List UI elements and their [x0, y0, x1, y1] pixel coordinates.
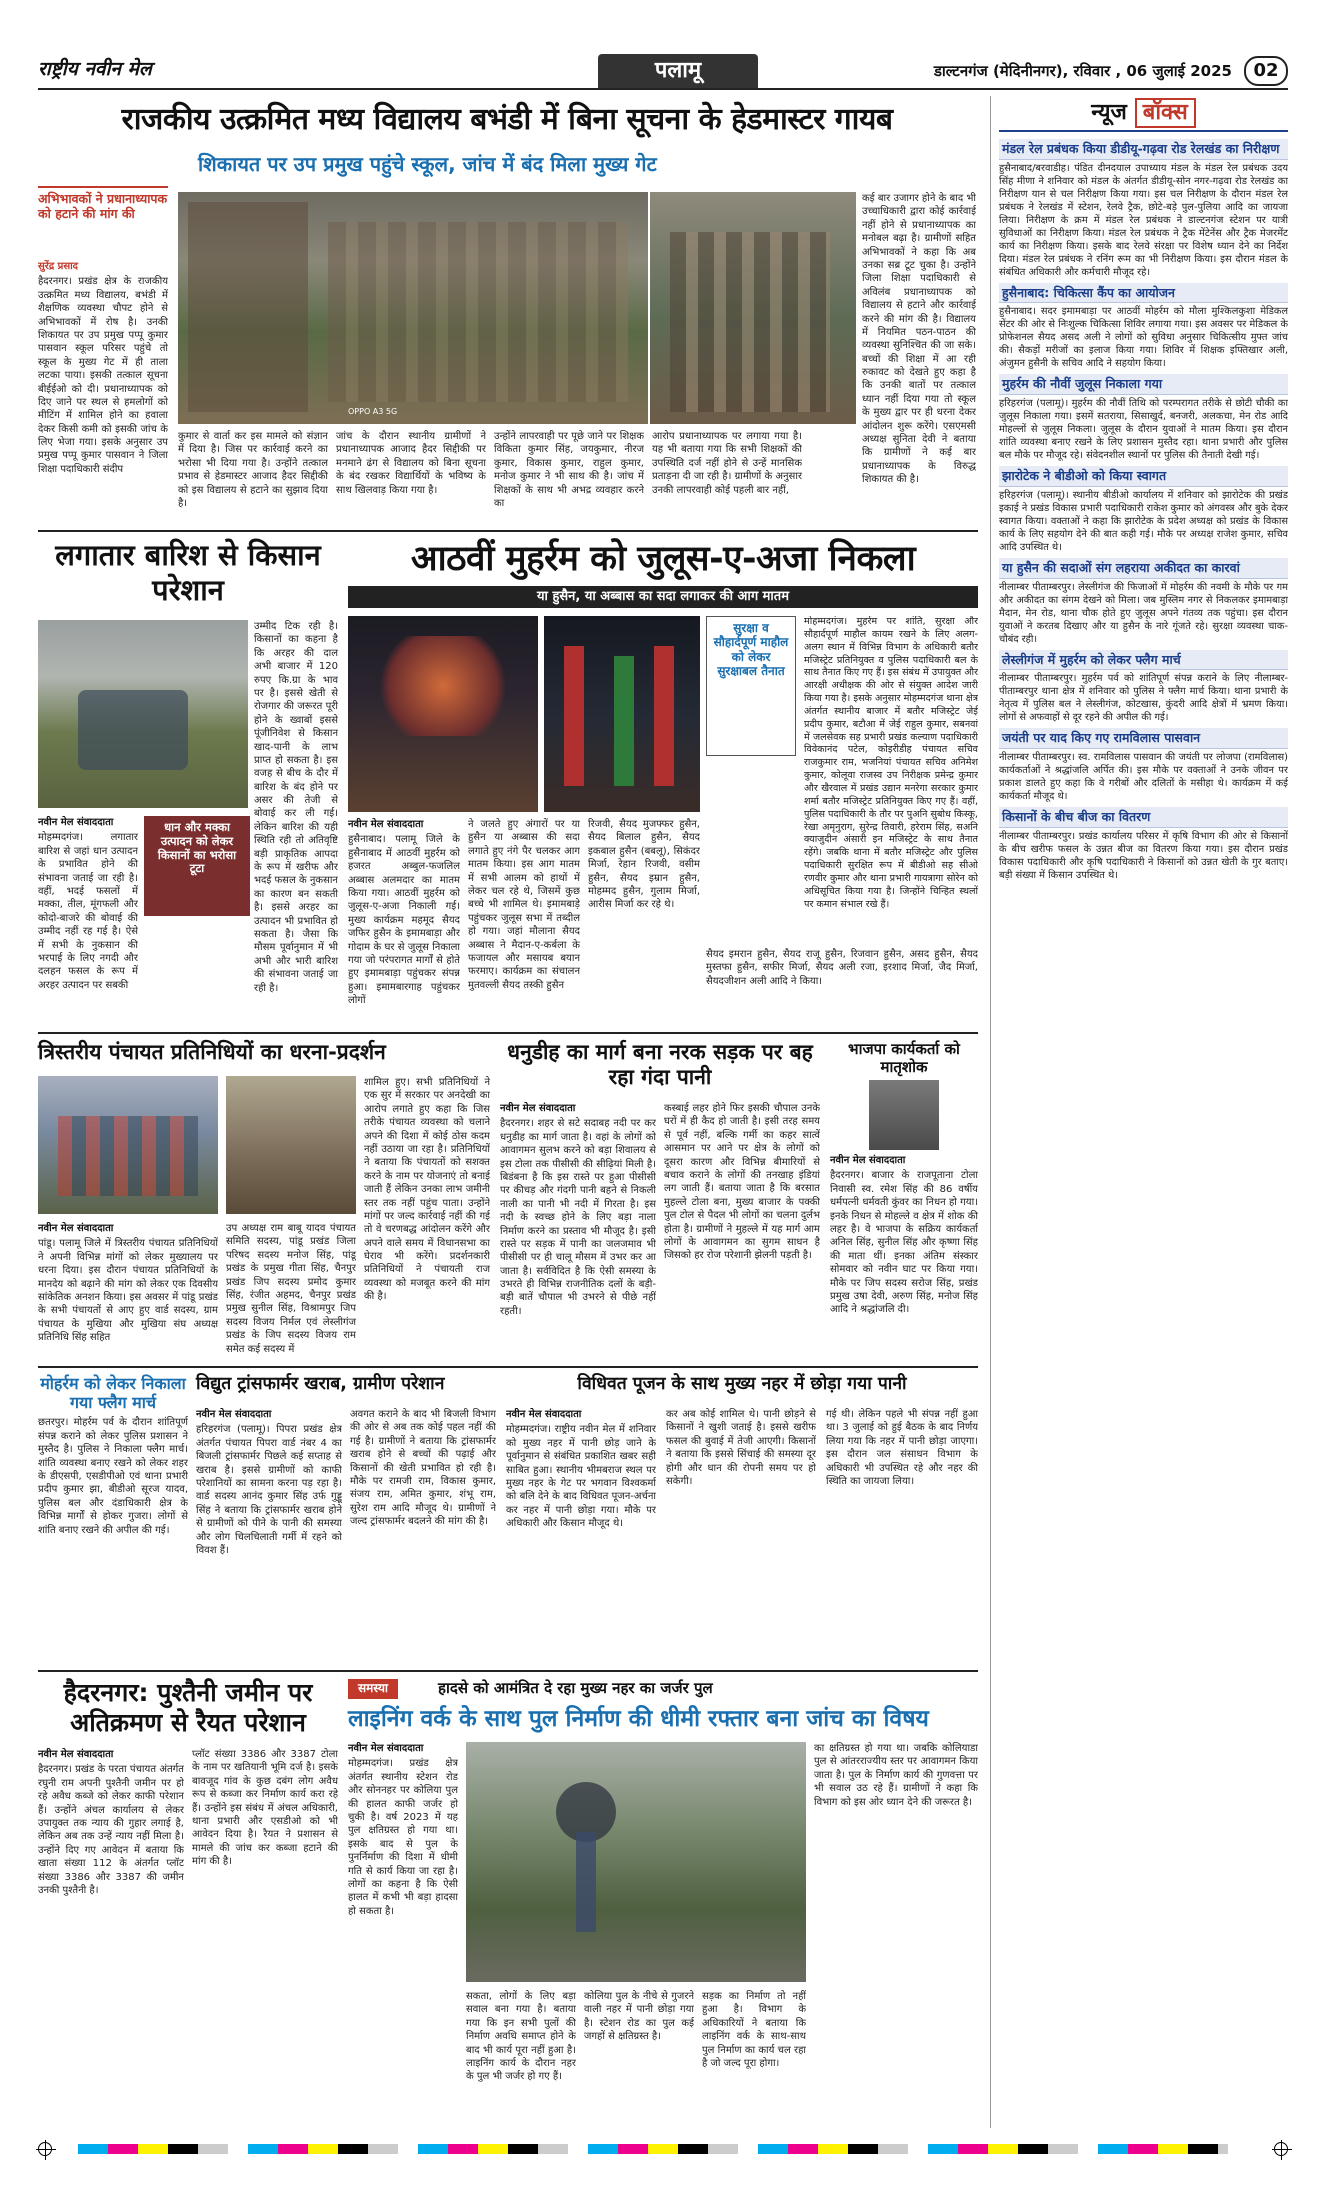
transformer-story — [196, 1374, 496, 1664]
registration-mark — [38, 2142, 52, 2160]
panchayat-col1-body: पांडू। पलामू जिले में त्रिस्तरीय पंचायत प्रतिनिधियों ने अपनी विभिन्न मांगों को लेकर मुख्यालय पर धरना दिया। इस दौरान पंचायत प्रतिनिधियों के मानदेय को बढ़ाने की मांग को लेकर एक दिवसीय सांकेतिक अनशन किया। इस अवसर में पांडू प्रखंड के सभी पंचायतों से आए हुए वार्ड सदस्य, ग्राम पंचायत के मुखिया और मुखिया संघ अध्यक्ष प्रतिनिधि सिंह सहित — [38, 1238, 218, 1344]
footer-bar — [38, 2138, 1288, 2168]
news-box-item-text: नीलाम्बर पीताम्बरपुर। मुहर्रम पर्व को शांतिपूर्ण संपन्न कराने के लिए नीलाम्बर-पीताम्बरपुर थाना क्षेत्र में शनिवार को पुलिस ने फ्लैग मार्च किया। थाना प्रभारी के नेतृत्व में पुलिस बल ने लेस्लीगंज, कोटखास, कुंदरी आदि क्षेत्रों में भ्रमण किया। लोगों से अफवाहों से दूर रहने की अपील की गई। — [999, 673, 1288, 724]
rain-callout-text: धान और मक्का उत्पादन को लेकर किसानों का भरोसा टूटा — [157, 820, 237, 876]
rain-headline: लगातार बारिश से किसान परेशान — [55, 538, 321, 607]
dateline: डाल्टनगंज (मेदिनीनगर), रविवार , 06 जुलाई 2025 — [933, 62, 1232, 80]
lead-text-3: जांच के दौरान स्थानीय ग्रामीणों ने प्रधानाध्यापक आजाद हैदर सिद्दीकी पर मनमाने ढंग से विद्यालय को बिना सूचना के बंद रखकर विद्यार्थियों के भविष्य के साथ खिलवाड़ किया गया है। — [336, 431, 486, 496]
rain-photo — [38, 620, 248, 808]
news-box-item-text: हुसैनाबाद/बरवाडीह। पंडित दीनदयाल उपाध्याय मंडल के मंडल रेल प्रबंधक उदय सिंह मीणा ने शनिवार को मंडल के अंतर्गत डीडीयू-सोन नगर-गढ़वा रोड रेलखंड का निरीक्षण यान से चल निरीक्षण किया गया। इस चल निरीक्षण के दौरान मंडल रेल प्रबंधक ने रेलखंड में स्टेशन, रेलवे ट्रैक, छोटे-बड़े पुल-पुलिया आदि का जायजा लिया। निरीक्षण के क्रम में मंडल रेल प्रबंधक ने डाल्टनगंज स्टेशन पर यात्री सुविधाओं का निरीक्षण किया। मंडल रेल प्रबंधक ने ट्रैक मेंटेनेंस और ट्रैक मेजरमेंट कार्य का निरीक्षण किया। इसके बाद रेलवे संरक्षा पर विशेष ध्यान देने का निर्देश दिया। मंडल रेल प्रबंधक ने रनिंग रूम का भी निरीक्षण किया। इस दौरान मंडल के संबंधित अधिकारी और कर्मचारी मौजूद रहे। — [999, 162, 1288, 278]
nahar-story — [506, 1374, 978, 1664]
news-box-title-b: बॉक्स — [1135, 98, 1196, 128]
news-box-item — [999, 283, 1288, 371]
news-box-list — [999, 136, 1288, 2116]
panchayat-photo-2 — [226, 1076, 356, 1214]
nahar-col3: गई थी। लेकिन पहले भी संपन्न नहीं हुआ था। 3 जुलाई को हुई बैठक के बाद निर्णय लिया गया कि नहर में पानी छोड़ा जाएगा। इस दौरान जल संसाधन विभाग के अधिकारी भी उपस्थित रहे और नहर की स्थिति का जायजा लिया। — [826, 1409, 978, 1487]
bridge-byline: नवीन मेल संवाददाता — [348, 1743, 424, 1754]
pullquote-box — [38, 186, 168, 221]
nahar-col1 — [506, 1408, 656, 1664]
panchayat-col1 — [38, 1222, 218, 1360]
pullquote: अभिभावकों ने प्रधानाध्यापक को हटाने की मांग की — [38, 191, 168, 221]
news-box-title — [999, 96, 1288, 132]
news-box-item-headline: या हुसैन की सदाओं संग लहराया अकीदत का कारवां — [999, 558, 1288, 579]
lead-col1 — [38, 260, 168, 524]
bjp-photo — [869, 1080, 939, 1150]
rain-byline: नवीन मेल संवाददाता — [38, 817, 114, 828]
haidernagar-col1-body: हैदरनगर। प्रखंड के परता पंचायत अंतर्गत रघुनी राम अपनी पुश्तैनी जमीन पर हो रहे अवैध कब्जे को लेकर काफी परेशान हैं। उन्होंने अंचल कार्यालय से लेकर उपायुक्त तक न्याय की गुहार लगाई है, लेकिन अब तक उन्हें न्याय नहीं मिला है। उन्होंने दिए गए आवेदन में बताया कि खाता संख्या 112 के अंतर्गत प्लॉट संख्या 3386 और 3387 की जमीन उनकी पुश्तैनी है। — [38, 1764, 184, 1896]
transformer-col1-body: हरिहरगंज (पलामू)। पिपरा प्रखंड क्षेत्र अंतर्गत पंचायत पिपरा वार्ड नंबर 4 का बिजली ट्रांसफार्मर पिछले कई सप्ताह से खराब है। इससे ग्रामीणों को काफी परेशानियों का सामना करना पड़ रहा है। वार्ड सदस्य आनंद कुमार सिंह उर्फ गुड्डू सिंह ने बताया कि ट्रांसफार्मर खराब होने से ग्रामीणों को पीने के पानी की समस्या और लोग चिलचिलाती गर्मी में रहने को विवश हैं। — [196, 1424, 342, 1556]
muharram-subhead: या हुसैन, या अब्बास का सदा लगाकर की आग मातम — [537, 589, 789, 604]
panchayat-col2: उप अध्यक्ष राम बाबू यादव पंचायत समिति सदस्य, पांडू प्रखंड जिला परिषद सदस्य मनोज सिंह, पांडू प्रखंड के प्रमुख गीता सिंह, चैनपुर प्रखंड जिप सदस्य प्रमोद कुमार सिंह, रंजीत अहमद, चैनपुर प्रखंड प्रमुख सुनील सिंह, विश्रामपुर जिप सदस्य विजय निर्मल एवं लेस्लीगंज प्रखंड के जिप सदस्य विजय राम समेत कई सदस्य में — [226, 1223, 356, 1355]
flagmarch-story — [38, 1374, 188, 1664]
news-box-item-text: नीलाम्बर पीताम्बरपुर। स्व. रामविलास पासवान की जयंती पर लोजपा (रामविलास) कार्यकर्ताओं ने श्रद्धांजलि अर्पित की। इस मौके पर वक्ताओं ने उनके जीवन पर प्रकाश डालते हुए कहा कि वे गरीबों और दलितों के मसीहा थे। कार्यक्रम में कई कार्यकर्ता मौजूद थे। — [999, 751, 1288, 802]
divider — [38, 1366, 978, 1368]
lead-photo-2 — [650, 192, 856, 424]
page-number: 02 — [1244, 56, 1288, 86]
rain-text-left-body: मोहम्मदगंज। लगातार बारिश से जहां धान उत्पादन के प्रभावित होने की संभावना जताई जा रही है। वहीं, भदई फसलों में मक्का, तील, मूंगफली और कोदो-बाजरे की बोवाई की उम्मीद नहीं रह गई है। ऐसे में सभी के नुकसान की भरपाई के लिए नगदी और दलहन फसल के रूप में अरहर उत्पादन पर सबकी — [38, 832, 138, 991]
transformer-col1 — [196, 1408, 342, 1664]
news-box-item-text: हरिहरगंज (पलामू)। मुहर्रम की नौवीं तिथि को परम्परागत तरीके से छोटी चौकी का जुलूस निकाला गया। इसमें सतराया, सिसाखुर्द, बनजरी, अलकचा, मेन रोड आदि मोहल्लों से जुलूस निकला। जुलूस के दौरान युवाओं ने मातम किया। इस दौरान शांति व्यवस्था बनाए रखने के लिए प्रशासन मुस्तैद रहा। थाना प्रभारी और पुलिस बल मौके पर मौजूद रहे। संवेदनशील स्थानों पर पुलिस की तैनाती देखी गई। — [999, 398, 1288, 462]
haidernagar-col2: प्लॉट संख्या 3386 और 3387 टोला के नाम पर खतियानी भूमि दर्ज है। इसके बावजूद गांव के कुछ दबंग लोग अवैध रूप से कब्जा कर निर्माण कार्य करा रहे हैं। उन्होंने इस संबंध में अंचल अधिकारी, थाना प्रभारी और एसडीओ को भी आवेदन दिया है। रैयत ने प्रशासन से मामले की जांच कर कब्जा हटाने की मांग की है। — [192, 1749, 338, 1868]
panchayat-headline: त्रिस्तरीय पंचायत प्रतिनिधियों का धरना-प्रदर्शन — [38, 1040, 386, 1064]
news-box-item — [999, 374, 1288, 462]
news-box-item-text: हरिहरगंज (पलामू)। स्थानीय बीडीओ कार्यालय में शनिवार को झारोटेक की प्रखंड इकाई ने प्रखंड विकास प्रभारी पदाधिकारी राकेश कुमार को अंगवस्त्र और बुके देकर स्वागत किया। वक्ताओं ने कहा कि झारोटेक के प्रदेश अध्यक्ष को प्रखंड के विकास कार्य के लिए सहयोग देने की बात कही गई। मौके पर अध्यक्ष राजेश कुमार, सचिव आदि उपस्थित थे। — [999, 489, 1288, 553]
panchayat-photo — [38, 1076, 218, 1214]
flagmarch-headline: मोहर्रम को लेकर निकाला गया फ्लैग मार्च — [40, 1374, 186, 1413]
divider — [38, 1032, 978, 1034]
news-box-item-headline: किसानों के बीच बीज का वितरण — [999, 807, 1288, 828]
rain-text-right: उम्मीद टिक रही है। किसानों का कहना है कि अरहर की दाल अभी बाजार में 120 रुपए कि.ग्रा के भाव पर है। इससे खेती से रोजगार की जरूरत पूरी होने के ख्वाबों इससे पूंजीनिवेश से किसान खाद-पानी के लाभ प्राप्त हो सकता है। इस वजह से बीच के दौर में बारिश के बंद होने पर असर की तेजी से बोवाई कर ली गई। लेकिन बारिश की यही स्थिति रही तो अतिवृष्टि बड़ी प्राकृतिक आपदा के रूप में खरीफ और भदई फसल के नुकसान का कारण बन सकती है। इससे अरहर का उत्पादन भी प्रभावित हो सकता है। जैसा कि मौसम पूर्वानुमान में भी अभी और भारी बारिश की संभावना जताई जा रही है। — [254, 621, 338, 994]
lead-text-6: कई बार उजागर होने के बाद भी उच्चाधिकारी द्वारा कोई कार्रवाई नहीं होने से प्रधानाध्यापक का मनोबल बढ़ा है। ग्रामीणों सहित अभिभावकों ने कहा कि अब उनका सब्र टूट चुका है। उन्होंने जिला शिक्षा पदाधिकारी से अविलंब प्रधानाध्यापक को विद्यालय से हटाने और कार्रवाई करने की मांग की है। विद्यालय में नियमित पठन-पाठन की व्यवस्था सुनिश्चित की जा सके। बच्चों की शिक्षा में आ रही रुकावट को देखते हुए कहा है कि उनकी बातों पर तत्काल ध्यान नहीं दिया गया तो स्कूल के मुख्य द्वार पर ही धरना देकर आंदोलन शुरू करेंगे। एसएमसी अध्यक्ष सुनिता देवी ने बताया कि ग्रामीणों ने कई बार प्रधानाध्यापक के विरुद्ध शिकायत की है। — [862, 193, 976, 486]
lead-photo — [178, 192, 648, 424]
rain-story — [38, 538, 338, 1028]
muharram-subhead-bar — [348, 586, 978, 608]
bridge-col5: सड़क का निर्माण तो नहीं हुआ है। विभाग के अधिकारियों ने बताया कि लाइनिंग वर्क के साथ-साथ पुल निर्माण का कार्य चल रहा है जो जल्द पूरा होगा। — [702, 1991, 806, 2069]
registration-mark — [1274, 2142, 1288, 2160]
muharram-col4: सैयद इमरान हुसैन, सैयद राजू हुसैन, रिजवान हुसैन, असद हुसैन, सैयद मुस्तफा हुसैन, सफीर मिर्जा, सैयद अली रजा, इरशाद मिर्जा, जैद मिर्जा, सैयदजीशन अली आदि ने किया। — [706, 949, 978, 987]
bridge-kicker-bar — [348, 1678, 978, 1700]
dhanudih-story — [500, 1040, 820, 1360]
news-box-item-text: हुसैनाबाद। सदर इमामबाड़ा पर आठवीं मोहर्रम को मौला मुश्किलकुशा मेडिकल सेंटर की ओर से निःशुल्क चिकित्सा शिविर लगाया गया। इस अवसर पर मेडिकल के प्रोफेशनल सैयद असद अली ने लोगों को सुविधा अनुसार चिकित्सीय मुफ्त जांच की। सैकड़ों मरीजों का इलाज किया गया। शिविर में शिक्षक इफ्तिखार अली, अंजुमन हुसैनी के सचिव आदि ने सहयोग किया। — [999, 306, 1288, 370]
haidernagar-col1 — [38, 1748, 184, 2126]
dhanudih-col1 — [500, 1102, 656, 1360]
bjp-headline: भाजपा कार्यकर्ता को मातृशोक — [848, 1040, 960, 1076]
paper-name: राष्ट्रीय नवीन मेल — [38, 58, 152, 80]
bridge-col2: सकता, लोगों के लिए बड़ा सवाल बना गया है। बताया गया कि इन सभी पुलों की निर्माण अवधि समाप्त होने के बाद भी कार्य पूरा नहीं हुआ है। लाइनिंग कार्य के दौरान नहर के पुल भी जर्जर हो गए हैं। — [466, 1991, 576, 2083]
muharram-headline: आठवीं मुहर्रम को जुलूस-ए-अजा निकला — [410, 539, 916, 579]
divider — [38, 530, 978, 532]
divider — [38, 1670, 978, 1672]
bridge-photo — [466, 1742, 806, 1982]
lead-subhead: शिकायत पर उप प्रमुख पहुंचे स्कूल, जांच में बंद मिला मुख्य गेट — [198, 152, 657, 176]
transformer-headline: विद्युत ट्रांसफार्मर खराब, ग्रामीण परेशान — [196, 1374, 445, 1394]
rain-text-left — [38, 816, 138, 1022]
bridge-kicker: हादसे को आमंत्रित दे रहा मुख्य नहर का जर्जर पुल — [438, 1679, 713, 1698]
transformer-byline: नवीन मेल संवाददाता — [196, 1409, 272, 1420]
muharram-col3: रिजवी, सैयद मुजफ्फर हुसैन, सैयद बिलाल हुसैन, सैयद इकबाल हुसैन (बबलू), सिकंदर मिर्जा, रेहान रिजवी, वसीम हुसैन, सैयद इम्रान हुसैन, मोहम्मद हुसैन, गुलाम मिर्जा, आरीस मिर्जा कर रहे थे। — [588, 819, 700, 911]
dhanudih-col1-body: हैदरनगर। शहर से सटे सदाबह नदी पर कर धनुडीह का मार्ग जाता है। वहां के लोगों को आवागमन सुलभ करने को बड़ा शिवालय से इस टोला तक पीसीसी की सीढ़ियां मिली है। बिडंबना है कि इस रास्ते पर हुआ पीसीसी पर कीचड़ और गंदगी पानी बहने से निकली नाली का पानी भी नदी में गिरता है। इस नदी के स्वच्छ होने के लिए बड़ा नाला निर्माण करने का प्रस्ताव भी मौजूद है। इसी रास्ते पर सड़क में पानी का जलजमाव भी पीसीसी पर ही चालू मौसम में उभर कर आ जाता है। सर्वविदित है कि ऐसी समस्या के उभरते ही विभिन्न राजनीतिक दलों के बड़ी-बड़ी बातें चौपाल भी उभरने से पीछे नहीं रहती। — [500, 1118, 656, 1317]
masthead — [38, 54, 1288, 90]
color-bar — [78, 2144, 1228, 2154]
section-tab — [598, 54, 758, 88]
lead-byline: सुरेंद्र प्रसाद — [38, 261, 78, 272]
bjp-text-body: हैदरनगर। बाजार के राजपूताना टोला निवासी स्व. रमेश सिंह की 86 वर्षीय धर्मपत्नी धर्मवती कुंवर का निधन हो गया। इनके निधन से मोहल्ले व क्षेत्र में शोक की लहर है। वे भाजपा के सक्रिय कार्यकर्ता अनिल सिंह, सुनील सिंह और कृष्णा सिंह की माता थीं। इनका अंतिम संस्कार सोमवार को नवीन घाट पर किया गया। मौके पर जिप सदस्य सरोज सिंह, प्रखंड प्रमुख उषा देवी, अरुण सिंह, मनोज सिंह आदि ने श्रद्धांजलि दी। — [830, 1170, 978, 1316]
haidernagar-story — [38, 1678, 338, 2126]
news-box — [990, 96, 1288, 2128]
muharram-story — [348, 538, 978, 1028]
bridge-headline: लाइनिंग वर्क के साथ पुल निर्माण की धीमी रफ्तार बना जांच का विषय — [348, 1706, 929, 1732]
bjp-story — [830, 1040, 978, 1360]
news-box-title-a: न्यूज — [1091, 99, 1127, 125]
muharram-callout — [706, 616, 796, 756]
dhanudih-byline: नवीन मेल संवाददाता — [500, 1103, 576, 1114]
dhanudih-headline: धनुडीह का मार्ग बना नरक सड़क पर बह रहा गंदा पानी — [507, 1040, 813, 1090]
bjp-byline: नवीन मेल संवाददाता — [830, 1155, 906, 1166]
news-box-item-headline: मंडल रेल प्रबंधक किया डीडीयू-गढ़वा रोड रेलखंड का निरीक्षण — [999, 139, 1288, 160]
lead-headline: राजकीय उत्क्रमित मध्य विद्यालय बभंडी में बिना सूचना के हेडमास्टर गायब — [121, 102, 893, 137]
panchayat-byline: नवीन मेल संवाददाता — [38, 1223, 114, 1234]
photo-caption: OPPO A3 5G — [348, 407, 398, 417]
muharram-byline: नवीन मेल संवाददाता — [348, 819, 424, 830]
nahar-col2: कर अब कोई शामिल थे। पानी छोड़ने से किसानों ने खुशी जताई है। इससे खरीफ फसल की बुवाई में तेजी आएगी। किसानों ने बताया कि इससे सिंचाई की समस्या दूर होगी और धान की रोपनी समय पर हो सकेगी। — [666, 1409, 816, 1487]
bridge-tag: समस्या — [348, 1679, 398, 1699]
haidernagar-headline: हैदरनगर: पुश्तैनी जमीन पर अतिक्रमण से रैयत परेशान — [63, 1678, 313, 1737]
bridge-col3: कोलिया पुल के नीचे से गुजरने वाली नहर में पानी छोड़ा गया है। स्टेशन रोड का पुल कई जगहों से क्षतिग्रस्त है। — [584, 1991, 694, 2043]
bjp-text — [830, 1154, 978, 1354]
muharram-col1-body: हुसैनाबाद। पलामू जिले के हुसैनाबाद में आठवीं मुहर्रम को हजरत अब्बुल-फजलिल अब्बास अलमदार का मातम किया गया। आठवीं मुहर्रम को जुलूस-ए-अजा निकाली गई। मुख्य कार्यक्रम महमूद सैयद जफिर हुसैन के इमामबाड़ा और गोदाम के घर से जुलूस निकाला गया जो परंपरागत मार्गों से होते हुए इमामबाड़ा पहुंचकर संपन्न हुआ। इमामबारगाह पहुंचकर लोगों — [348, 834, 460, 1007]
news-box-item-headline: लेस्लीगंज में मुहर्रम को लेकर फ्लैग मार्च — [999, 650, 1288, 671]
nahar-col1-body: मोहम्मदगंज। राष्ट्रीय नवीन मेल में शनिवार को मुख्य नहर में पानी छोड़ जाने के पूर्वानुमान से संबंधित प्रकाशित खबर सही साबित हुआ। स्थानीय भीमबराज स्थल पर मुख्य नहर के गेट पर भगवान विश्वकर्मा को बलि देने के बाद विधिवत पूजन-अर्चना कर नहर में पानी छोड़ा गया। मौके पर अधिकारी और किसान मौजूद थे। — [506, 1424, 656, 1530]
lead-story — [38, 96, 976, 524]
news-box-item — [999, 728, 1288, 803]
lead-text-5: आरोप प्रधानाध्यापक पर लगाया गया है। यह भी बताया गया कि सभी शिक्षकों की उपस्थिति दर्ज नहीं होने से उन्हें मानसिक प्रताड़ना दी जा रही है। ग्रामीणों के अनुसार उनकी लापरवाही कोई पहली बार नहीं, — [652, 431, 802, 496]
nahar-headline: विधिवत पूजन के साथ मुख्य नहर में छोड़ा गया पानी — [577, 1374, 907, 1394]
news-box-item-headline: मुहर्रम की नौवीं जुलूस निकाला गया — [999, 374, 1288, 395]
dhanudih-col2: कस्बाई लहर होने फिर इसकी चौपाल उनके घरों में ही कैद हो जाती है। इसी तरह समय से पूर्व नहीं, बल्कि गर्मी का कहर सात्वें आसमान पर आने पर क्षेत्र के लोगों को दूसरा कारण और विभिन्न बीमारियों से बचाव कराने के लोगों की तनखाह इंडियां लग जाती हैं। बताया जाता है कि बरसात मुहल्ले टोला बना, मुख्य बाजार के पक्की पुल टोल से पैदल भी लोगों का चलना दुर्लभ होता है। ग्रामीणों ने मुहल्ले में यह मार्ग आम लोगों के आवागमन का सुगम साधन है जिसको हर रोज परेशानी झेलनी पड़ती है। — [664, 1103, 820, 1262]
news-box-item-text: नीलाम्बर पीताम्बरपुर। लेस्लीगंज की फिजाओं में मोहर्रम की नवमी के मौके पर गम और अकीदत का संगम देखने को मिला। जब मुस्लिम नगर से निकलकर इमामबाड़ा मैदान, मेन रोड, थाना चौक होते हुए जुलूस अपने गंतव्य तक पहुंचा। इस दौरान युवाओं ने करतब दिखाए और या हुसैन के नारे गूंजते रहे। सुरक्षा व्यवस्था चाक-चौबंद रही। — [999, 581, 1288, 645]
lead-text-4: उन्होंने लापरवाही पर पूछे जाने पर शिक्षक विकिता कुमार सिंह, जयकुमार, नीरज कुमार, विकास कुमार, राहुल कुमार, मनोज कुमार ने भी साथ की है। जांच में शिक्षकों के साथ भी अभद्र व्यवहार करने का — [494, 431, 644, 509]
news-box-item-headline: जयंती पर याद किए गए रामविलास पासवान — [999, 728, 1288, 749]
bridge-story — [348, 1678, 978, 2126]
muharram-photo-2 — [544, 616, 700, 812]
lead-text-2: कुमार से वार्ता कर इस मामले को संज्ञान में दिया है। जिस पर कार्रवाई करने का भरोसा भी दिया गया है। उन्होंने तत्काल प्रभाव से हेडमास्टर आजाद हैदर सिद्दीकी को इस विद्यालय से हटाने का सुझाव दिया है। — [178, 431, 328, 509]
muharram-col1 — [348, 818, 460, 1022]
muharram-callout-text: सुरक्षा व सौहार्दपूर्ण माहौल को लेकर सुरक्षाबल तैनात — [713, 621, 789, 679]
muharram-col2: ने जलते हुए अंगारों पर या हुसैन या अब्बास की सदा लगाते हुए नंगे पैर चलकर आग मातम किया। इस आग मातम में सभी आलम को हाथों में लेकर चल रहे थे, जिसमें कुछ बच्चे भी शामिल थे। इमामबाड़े पहुंचकर जुलूस सभा में तब्दील हो गया। जहां मौलाना सैयद अब्बास ने मैदान-ए-कर्बला के फजायल और मसायब बयान फरमाए। कार्यक्रम का संचालन मुतवल्ली सैयद तस्की हुसैन — [468, 819, 580, 991]
news-box-item — [999, 558, 1288, 646]
panchayat-story — [38, 1040, 490, 1360]
news-box-item — [999, 650, 1288, 725]
transformer-col2: अवगत कराने के बाद भी बिजली विभाग की ओर से अब तक कोई पहल नहीं की गई है। ग्रामीणों ने बताया कि ट्रांसफार्मर खराब होने से बच्चों की पढ़ाई और किसानों की खेती प्रभावित हो रही है। मौके पर रामजी राम, विकास कुमार, संजय राम, अमित कुमार, शंभू राम, सुरेश राम आदि मौजूद थे। ग्रामीणों ने जल्द ट्रांसफार्मर बदलने की मांग की है। — [350, 1409, 496, 1528]
bridge-col1-body: मोहम्मदगंज। प्रखंड क्षेत्र अंतर्गत स्थानीय स्टेशन रोड और सोननहर पर कोलिया पुल की हालत काफी जर्जर हो चुकी है। वर्ष 2023 में यह पुल क्षतिग्रस्त हो गया था। इसके बाद से पुल के पुनर्निर्माण की दिशा में धीमी गति से कार्य किया जा रहा है। लोगों का कहना है कि ऐसी हालत में कभी भी बड़ा हादसा हो सकता है। — [348, 1758, 458, 1917]
bridge-col1 — [348, 1742, 458, 2126]
muharram-photo-1 — [348, 616, 538, 812]
haidernagar-byline: नवीन मेल संवाददाता — [38, 1749, 114, 1760]
panchayat-col3: शामिल हुए। सभी प्रतिनिधियों ने एक सुर में सरकार पर अनदेखी का आरोप लगाते हुए कहा कि जिस तरीके पंचायत व्यवस्था को चलाने अपने की दिशा में कोई ठोस कदम नहीं उठाया जा रहा है। प्रतिनिधियों ने बताया कि पंचायतों को सशक्त करने के नाम पर योजनाएं तो बनाई जाती हैं लेकिन उनका लाभ जमीनी स्तर तक नहीं पहुंच पाता। उन्होंने मांगों पर जल्द कार्रवाई नहीं की गई तो वे चरणबद्ध आंदोलन करेंगे और अपने वाले समय में विधानसभा का घेराव भी करेंगे। प्रदर्शनकारी प्रतिनिधियों ने पंचायती राज व्यवस्था को मजबूत करने की मांग की है। — [364, 1077, 490, 1303]
news-box-item-text: नीलाम्बर पीताम्बरपुर। प्रखंड कार्यालय परिसर में कृषि विभाग की ओर से किसानों के बीच खरीफ फसल के उन्नत बीज का वितरण किया गया। इस दौरान प्रखंड विकास पदाधिकारी और कृषि पदाधिकारी ने किसानों को उन्नत खेती के गुर बताए। बड़ी संख्या में किसान उपस्थित थे। — [999, 830, 1288, 881]
nahar-byline: नवीन मेल संवाददाता — [506, 1409, 582, 1420]
rain-callout — [144, 816, 250, 916]
news-box-item-headline: झारोटेक ने बीडीओ को किया स्वागत — [999, 466, 1288, 487]
muharram-security: मोहम्मदगंज। मुहर्रम पर शांति, सुरक्षा और सौहार्दपूर्ण माहौल कायम रखने के लिए अलग-अलग स्थान में विभिन्न विभाग के अधिकारी बतौर मजिस्ट्रेट प्रतिनियुक्त व पुलिस पदाधिकारी बल के साथ तैनात किए गए हैं। इस संबंध में उपायुक्त और आरक्षी अधीक्षक की ओर से संयुक्त आदेश जारी किया गया है। इसके अनुसार मोहम्मदगंज थाना क्षेत्र अंतर्गत स्थानीय बाजार में बतौर मजिस्ट्रेट जेई प्रदीप कुमार, बटौआ में जेई राहुल कुमार, सबनवां में जलसेवक सह प्रभारी प्रखंड कल्याण पदाधिकारी विवेकानंद पटेल, कोइरीडीह पंचायत सचिव राजकुमार राम, भजनियां पंचायत सचिव अनिमेश कुमार, कोलूवा राजस्व उप निरीक्षक प्रमेन्द्र कुमार और खैरवाल में प्रखंड उद्यान मनरेगा सरकार कुमार शर्मा बतौर मजिस्ट्रेट प्रतिनियुक्त किए गए हैं। वहीं, पुलिस पदाधिकारी के तौर पर पुअनि सुबोध किस्कू, रेखा अमृनुराग, सुरेन्द्र तिवारी, हरेराम सिंह, सअनि क्याजुदीन अंसारी इन मजिस्ट्रेट के साथ तैनात रहेंगे। जबकि थाना में बतौर मजिस्ट्रेट और पुलिस पदाधिकारी सुरक्षित रूप में बीडीओ सह सीओ रणवीर कुमार और थाना प्रभारी गायत्रागा सोरेन को अधिसूचित किया गया है। जिन्होंने चिन्हित स्थलों पर कमान संभाल रखे हैं। — [804, 616, 978, 910]
news-box-item — [999, 139, 1288, 279]
bridge-col4: का क्षतिग्रस्त हो गया था। जबकि कोलियाडा पुल से आंतरराज्यीय स्तर पर आवागमन किया जाता है। पुल के निर्माण कार्य की गुणवत्ता पर भी सवाल उठ रहे हैं। ग्रामीणों ने कहा कि विभाग को इस ओर ध्यान देने की जरूरत है। — [814, 1743, 978, 1808]
lead-text-1: हैदरनगर। प्रखंड क्षेत्र के राजकीय उत्क्रमित मध्य विद्यालय, बभंडी में शैक्षणिक व्यवस्था चौपट होने से अभिभावकों में रोष है। उनकी शिकायत पर उप प्रमुख पप्पू कुमार पासवान स्कूल परिसर पहुंचे तो स्कूल के मुख्य गेट में ही ताला लटका पाया। इसकी तत्काल सूचना बीईईओ को दी। प्रधानाध्यापक को दिए जाने पर स्थल से हमलोगों को मीटिंग में शामिल होने का हवाला देकर किसी कमी को इसकी जांच के लिए भेजा गया। इसके अनुसार उप प्रमुख पप्पू कुमार पासवान ने जिला शिक्षा पदाधिकारी संदीप — [38, 276, 168, 475]
news-box-item — [999, 807, 1288, 882]
news-box-item — [999, 466, 1288, 554]
flagmarch-text: छतरपुर। मोहर्रम पर्व के दौरान शांतिपूर्ण संपन्न कराने को लेकर पुलिस प्रशासन ने मुस्तैद है। पुलिस ने निकाला फ्लैग मार्च। शांति व्यवस्था बनाए रखने को लेकर शहर के डीएसपी, एसडीपीओ एवं थाना प्रभारी प्रदीप कुमार झा, बीडीओ सूरज यादव, पुलिस बल और दंडाधिकारी क्षेत्र के विभिन्न मार्गों से होकर गुजरा। लोगों से शांति बनाए रखने की अपील की गई। — [38, 1417, 188, 1536]
news-box-item-headline: हुसैनाबाद: चिकित्सा कैंप का आयोजन — [999, 283, 1288, 304]
section-label: पलामू — [654, 58, 702, 83]
